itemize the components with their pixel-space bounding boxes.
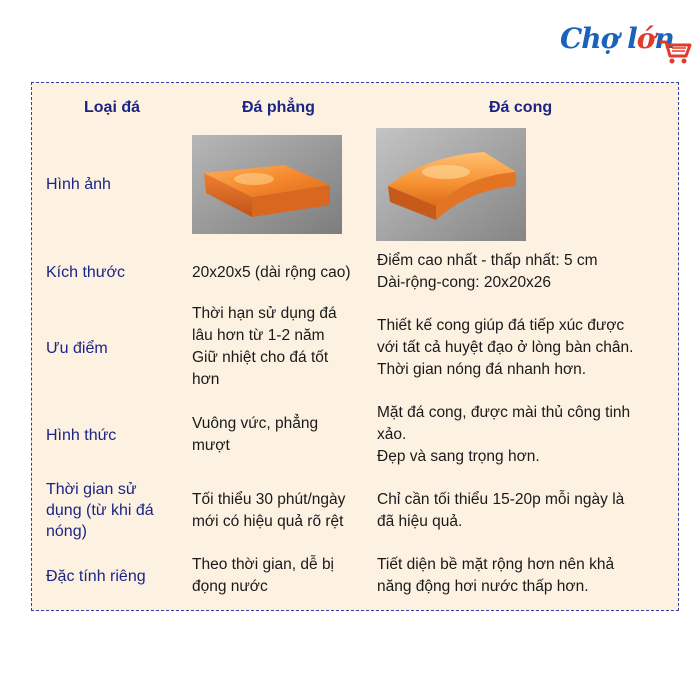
advantages-flat: Thời hạn sử dụng đá lâu hơn từ 1-2 năm Giữ nhiệt cho đá tốt hơn	[192, 305, 337, 388]
row-label-size: Kích thước	[46, 264, 126, 281]
brand-logo[interactable]	[560, 20, 692, 68]
row-label-usage-time: Thời gian sử dụng (từ khi đá nóng)	[46, 481, 154, 540]
curved-stone-image	[376, 128, 526, 241]
header-stone-type: Loại đá	[84, 99, 141, 116]
row-label-images: Hình ảnh	[46, 176, 111, 193]
usage-time-flat: Tối thiểu 30 phút/ngày mới có hiệu quả rõ rệt	[192, 491, 346, 530]
advantages-curved: Thiết kế cong giúp đá tiếp xúc được với tất cả huyệt đạo ở lòng bàn chân. Thời gian nóng đá nhanh hơn.	[377, 317, 634, 378]
special-property-flat: Theo thời gian, dễ bị đọng nước	[192, 556, 335, 595]
row-label-special-property: Đặc tính riêng	[46, 568, 146, 585]
shopping-cart-icon	[658, 36, 692, 66]
appearance-curved: Mặt đá cong, được mài thủ công tinh xảo. Đẹp và sang trọng hơn.	[377, 404, 631, 465]
header-curved-stone: Đá cong	[489, 99, 553, 116]
size-flat: 20x20x5 (dài rộng cao)	[192, 264, 351, 281]
row-label-appearance: Hình thức	[46, 427, 117, 444]
row-label-advantages: Ưu điểm	[46, 340, 108, 357]
comparison-table	[31, 82, 679, 611]
usage-time-curved: Chỉ cần tối thiểu 15-20p mỗi ngày là đã hiệu quả.	[377, 491, 625, 530]
appearance-flat: Vuông vức, phẳng mượt	[192, 415, 319, 454]
special-property-curved: Tiết diện bề mặt rộng hơn nên khả năng động hơi nước thấp hơn.	[377, 556, 615, 595]
size-curved: Điểm cao nhất - thấp nhất: 5 cm Dài-rộng-cong: 20x20x26	[377, 252, 598, 291]
flat-stone-image	[192, 135, 342, 234]
header-flat-stone: Đá phẳng	[242, 99, 315, 116]
brand-name: Chợ lớn	[560, 22, 674, 55]
